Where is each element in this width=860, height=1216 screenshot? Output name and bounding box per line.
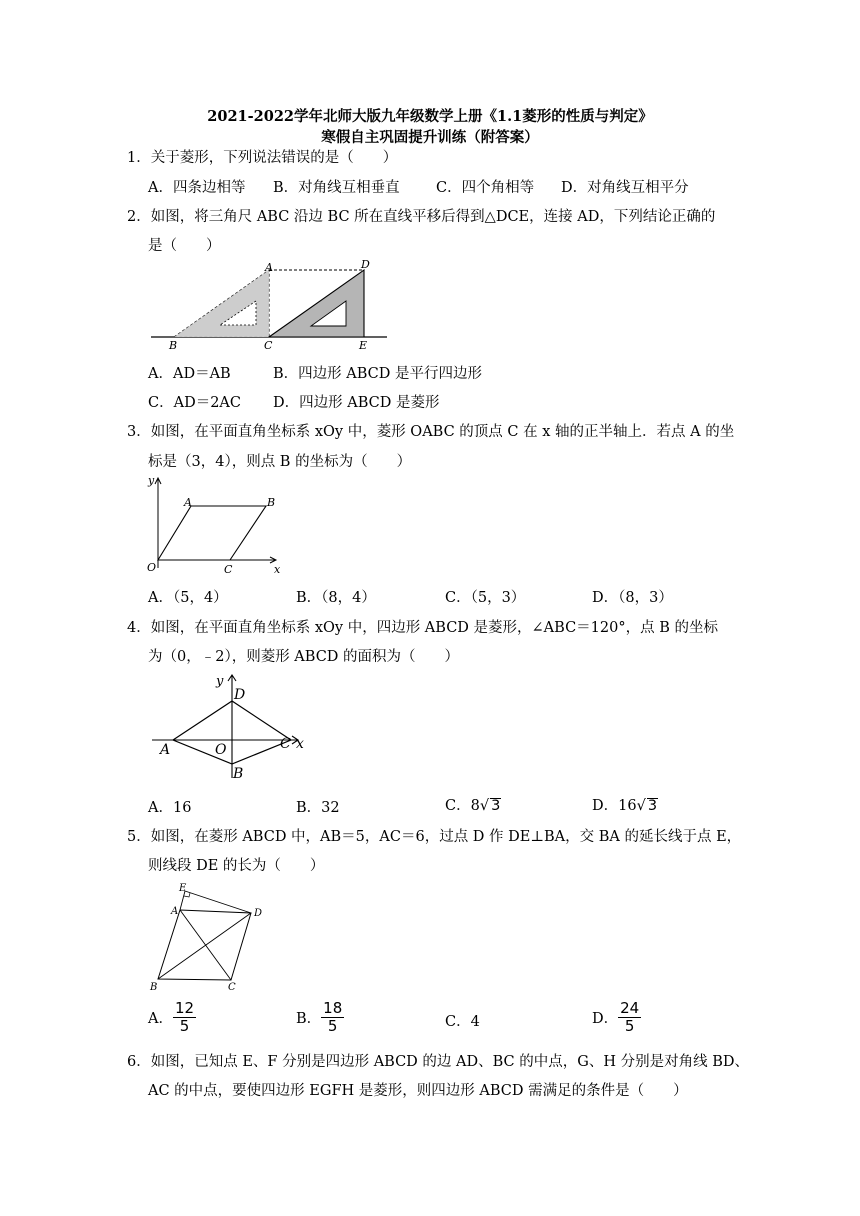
q5-option-a-denominator: 5 <box>179 1017 190 1035</box>
q4-option-a: A．16 <box>148 800 192 816</box>
q4-label-a: A <box>160 742 171 758</box>
q3-stem-line1: 3．如图，在平面直角坐标系 xOy 中，菱形 OABC 的顶点 C 在 x 轴的正半轴上．若点 A 的坐 <box>127 424 735 440</box>
q5-label-d: D <box>254 908 263 919</box>
q3-label-o: O <box>147 561 157 574</box>
q2-option-a: A．AD＝AB <box>148 366 231 382</box>
q1-option-c: C．四个角相等 <box>436 180 535 196</box>
q5-option-d-denominator: 5 <box>624 1017 635 1035</box>
q4-label-x: x <box>296 736 304 752</box>
q5-label-c: C <box>228 982 236 993</box>
q1-stem: 1．关于菱形，下列说法错误的是（ ） <box>127 150 398 166</box>
q5-option-a-letter: A． <box>148 1011 173 1027</box>
q1-option-b: B．对角线互相垂直 <box>273 180 400 196</box>
q4-stem-line1: 4．如图，在平面直角坐标系 xOy 中，四边形 ABCD 是菱形，∠ABC＝120°，点 B 的坐标 <box>127 620 718 636</box>
q1-option-a: A．四条边相等 <box>148 180 246 196</box>
q2-option-d: D．四边形 ABCD 是菱形 <box>273 395 440 411</box>
q3-option-d: D．（8，3） <box>592 590 673 606</box>
q4-label-c: C <box>280 736 291 752</box>
q3-option-c: C．（5，3） <box>445 590 526 606</box>
q5-option-b <box>296 1000 344 1035</box>
q2-label-e: E <box>359 339 368 352</box>
q5-option-c: C．4 <box>445 1014 480 1030</box>
q4-option-d: D．16√ 3 <box>592 798 658 814</box>
q2-label-d: D <box>361 258 370 271</box>
q2-label-c: C <box>264 339 273 352</box>
q2-option-c: C．AD＝2AC <box>148 395 241 411</box>
q5-option-d-numerator: 24 <box>620 999 640 1017</box>
q5-option-d-letter: D． <box>592 1011 619 1027</box>
q3-label-a: A <box>184 496 192 509</box>
q5-option-b-letter: B． <box>296 1011 322 1027</box>
q4-option-b: B．32 <box>296 800 340 816</box>
q4-label-y: y <box>216 674 224 689</box>
q5-option-a <box>148 1000 196 1035</box>
q5-option-a-numerator: 12 <box>174 999 195 1017</box>
q1-option-d: D．对角线互相平分 <box>561 180 689 196</box>
q4-label-b: B <box>233 766 244 782</box>
q3-label-c: C <box>224 563 233 576</box>
q3-label-x: x <box>274 563 281 576</box>
q5-label-a: A <box>171 906 179 917</box>
q4-stem-line2: 为（0，﹣2），则菱形 ABCD 的面积为（ ） <box>148 649 460 665</box>
q5-option-b-denominator: 5 <box>327 1017 338 1035</box>
q2-stem-line1: 2．如图，将三角尺 ABC 沿边 BC 所在直线平移后得到△DCE，连接 AD，下列结论正确的 <box>127 209 716 225</box>
q3-stem-line2: 标是（3，4），则点 B 的坐标为（ ） <box>148 454 412 470</box>
q4-label-d: D <box>234 687 246 703</box>
q3-option-b: B．（8，4） <box>296 590 376 606</box>
q3-label-b: B <box>267 496 276 509</box>
q2-figure <box>148 258 393 352</box>
q2-label-a: A <box>265 261 273 274</box>
q2-stem-line2: 是（ ） <box>148 238 221 254</box>
q6-stem-line1: 6．如图，已知点 E、F 分别是四边形 ABCD 的边 AD、BC 的中点，G、H 分别是对角线 BD、 <box>127 1054 749 1070</box>
q4-figure <box>150 670 310 782</box>
q3-figure <box>144 473 284 577</box>
q5-stem-line1: 5．如图，在菱形 ABCD 中，AB＝5，AC＝6，过点 D 作 DE⊥BA，交 BA 的延长线于点 E， <box>127 829 742 845</box>
q3-label-y: y <box>148 474 155 487</box>
q4-option-d-prefix: D．16 <box>592 798 637 814</box>
q5-label-e: E <box>179 883 187 894</box>
q2-label-b: B <box>169 339 178 352</box>
q5-option-b-numerator: 18 <box>323 999 343 1017</box>
q5-stem-line2: 则线段 DE 的长为（ ） <box>148 858 325 874</box>
q4-option-c-prefix: C．8 <box>445 798 480 814</box>
q4-label-o: O <box>215 742 227 758</box>
q4-option-c-radicand: 3 <box>491 798 501 814</box>
doc-title-line1: 2021-2022学年北师大版九年级数学上册《1.1菱形的性质与判定》 <box>207 108 653 125</box>
q3-option-a: A．（5，4） <box>148 590 228 606</box>
q2-option-b: B．四边形 ABCD 是平行四边形 <box>273 366 482 382</box>
q4-option-c: C．8√ 3 <box>445 798 501 814</box>
q4-option-d-radicand: 3 <box>647 798 658 814</box>
q6-stem-line2: AC 的中点，要使四边形 EGFH 是菱形，则四边形 ABCD 需满足的条件是（ ） <box>148 1083 688 1099</box>
q5-figure <box>145 880 275 995</box>
doc-title-line2: 寒假自主巩固提升训练（附答案） <box>321 129 539 146</box>
q5-option-d <box>592 1000 641 1035</box>
q5-label-b: B <box>150 982 158 993</box>
